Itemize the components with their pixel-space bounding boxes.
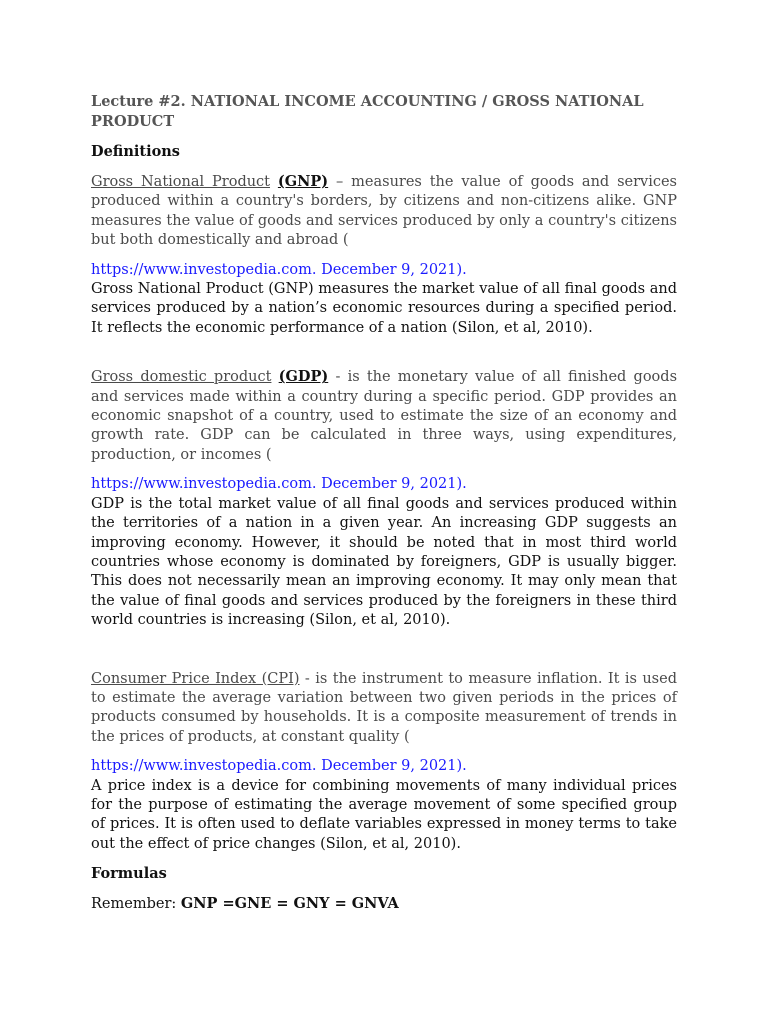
formulas-heading: Formulas xyxy=(91,865,167,883)
gnp-source-link[interactable]: https://www.investopedia.com. December 9, 2021). xyxy=(91,261,467,278)
gnp-term: Gross National Product xyxy=(91,174,271,190)
gnp-paragraph: Gross National Product (GNP) measures the market value of all final goods and services produced by a nation’s economic resources during a specified period. It reflects the economic performance of a nation (Silon, et al, 2010). xyxy=(91,281,677,336)
cpi-definition-text: - is the instrument to measure inflation. It is used to estimate the average variation between two given periods in the prices of products consumed by households. It is a composite measurement of trends in the prices of products, at constant quality ( xyxy=(91,670,677,745)
gnp-abbr: (GNP) xyxy=(277,173,329,190)
cpi-definition xyxy=(91,670,677,748)
gdp-abbr: (GDP) xyxy=(278,368,329,386)
cpi-paragraph: A price index is a device for combining movements of many individual prices for the purpose of estimating the average movement of some specified group of prices. It is often used to deflate variables expressed in money terms to take out the effect of price changes (Silon, et al, 2010). xyxy=(91,777,677,852)
gdp-paragraph: GDP is the total market value of all final goods and services produced within the territories of a nation in a given year. An increasing GDP suggests an improving economy. However, it should be noted that in most third world countries whose economy is dominated by foreigners, GDP is usually bigger. This does not necessarily mean an improving economy. It may only mean that the value of final goods and services produced by the foreigners in these third world countries is increasing (Silon, et al, 2010). xyxy=(91,495,677,629)
cpi-term: Consumer Price Index (CPI) xyxy=(91,670,300,687)
gnp-definition-text: – measures the value of goods and services produced within a country's borders, by citizens and non-citizens alike. GNP measures the value of goods and services produced by only a country's citizens but both domestically and abroad ( xyxy=(91,174,677,249)
remember-label: Remember: xyxy=(91,896,181,913)
gdp-definition-text: - is the monetary value of all finished goods and services made within a country during a specific period. GDP provides an economic snapshot of a country, used to estimate the size of an economy and growth rate. GDP can be calculated in three ways, using expenditures, production, or incomes ( xyxy=(91,369,678,463)
cpi-source-link[interactable]: https://www.investopedia.com. December 9, 2021). xyxy=(91,758,467,775)
gdp-term: Gross domestic product xyxy=(91,369,272,386)
definitions-heading: Definitions xyxy=(91,143,180,160)
remember-line xyxy=(91,894,677,914)
remember-formula: GNP =GNE = GNY = GNVA xyxy=(180,895,399,913)
gdp-source-link[interactable]: https://www.investopedia.com. December 9, 2021). xyxy=(91,476,467,493)
gdp-definition xyxy=(91,367,677,465)
gnp-definition xyxy=(91,172,677,251)
lecture-title: Lecture #2. NATIONAL INCOME ACCOUNTING / GROSS NATIONAL PRODUCT xyxy=(91,93,644,130)
